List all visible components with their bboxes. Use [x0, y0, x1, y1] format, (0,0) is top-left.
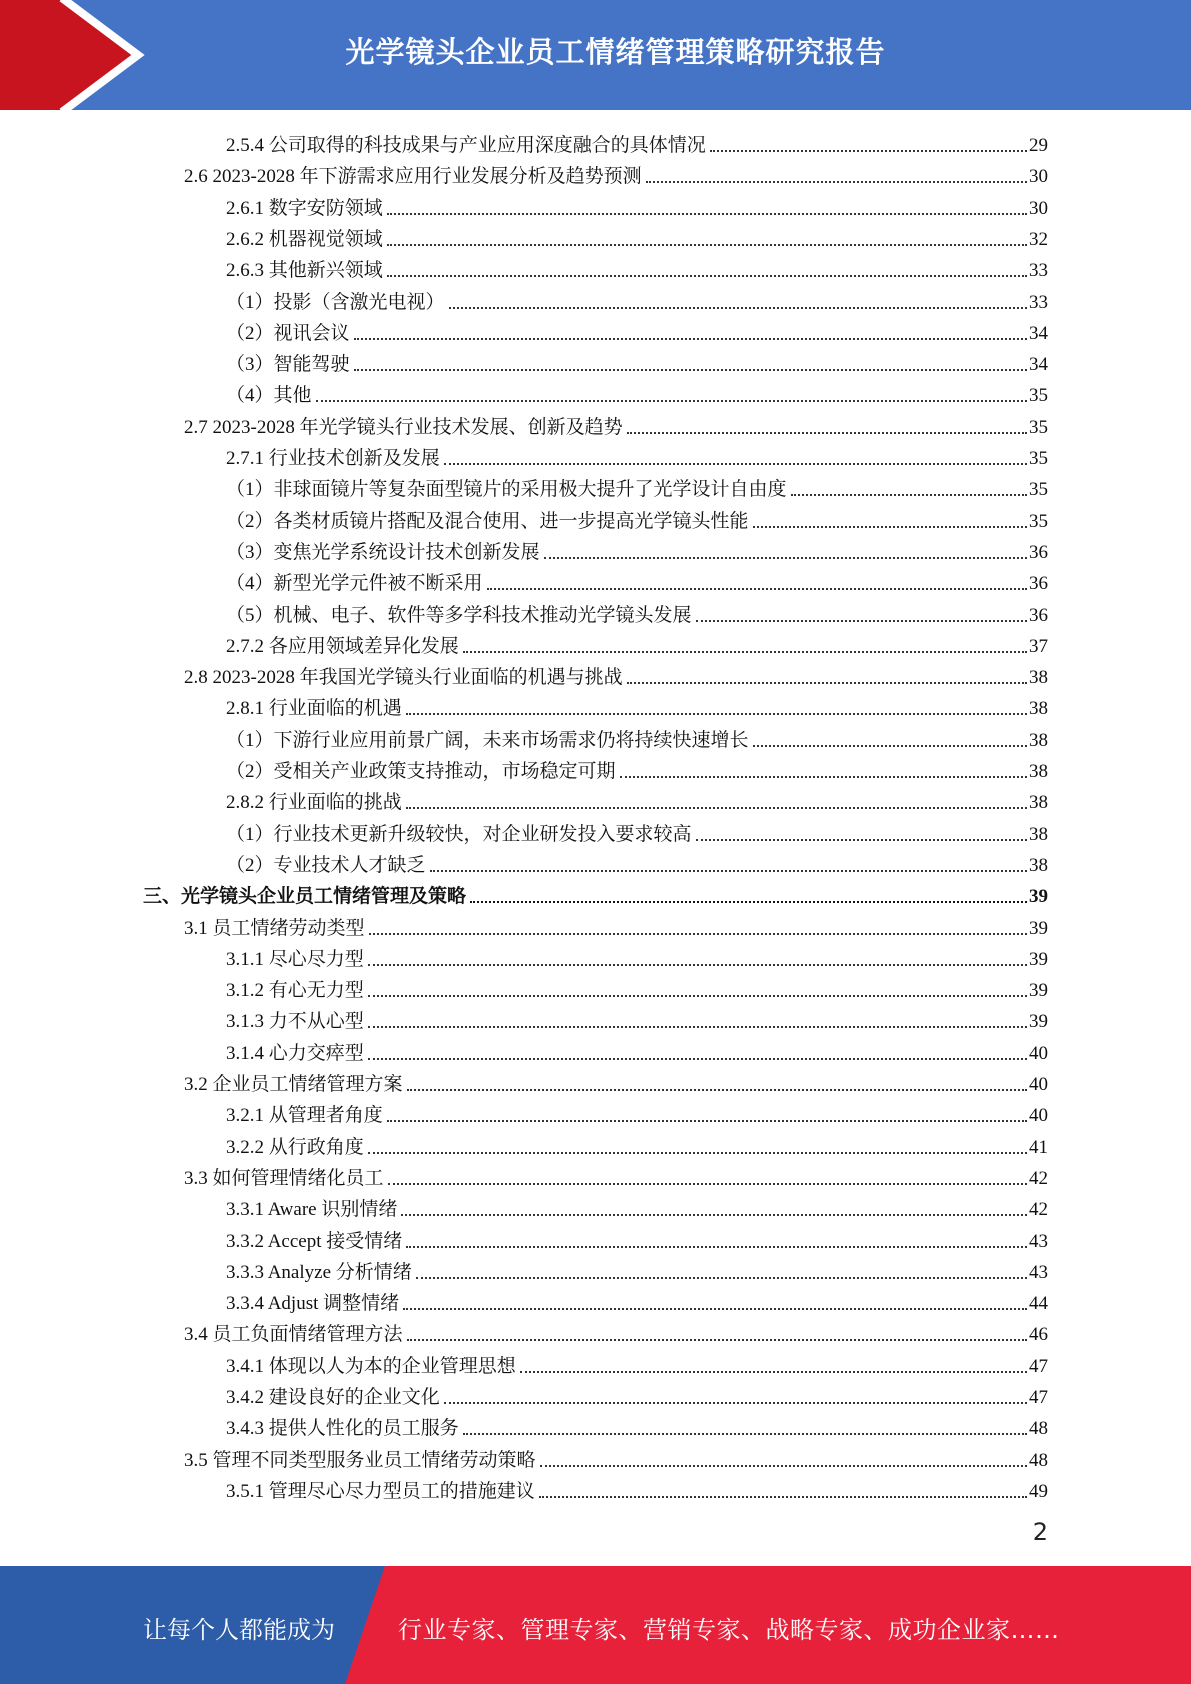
toc-entry-page: 35 — [1029, 479, 1048, 501]
toc-leader-dots — [401, 1214, 1027, 1216]
toc-entry-page: 49 — [1029, 1480, 1048, 1502]
toc-entry-label: 2.8.1 行业面临的机遇 — [226, 698, 402, 720]
toc-leader-dots — [430, 870, 1027, 872]
toc-entry-page: 40 — [1029, 1074, 1048, 1095]
footer-slogan-left: 让每个人都能成为 — [143, 1616, 335, 1644]
toc-entry[interactable] — [226, 815, 1048, 846]
toc-entry-page: 37 — [1029, 635, 1048, 657]
toc-entry-page: 39 — [1029, 948, 1048, 970]
toc-entry[interactable] — [226, 1002, 1048, 1033]
toc-entry[interactable] — [226, 1128, 1048, 1159]
toc-leader-dots — [406, 807, 1027, 809]
toc-entry-page: 33 — [1029, 260, 1048, 282]
toc-leader-dots — [407, 1339, 1027, 1341]
toc-entry-label: 3.1.2 有心无力型 — [226, 980, 364, 1002]
toc-leader-dots — [368, 964, 1027, 966]
toc-entry-page: 39 — [1029, 1011, 1048, 1033]
toc-entry-page: 36 — [1029, 604, 1048, 626]
toc-entry-label: 三、光学镜头企业员工情绪管理及策略 — [143, 886, 467, 908]
footer-slogan-right: 行业专家、管理专家、营销专家、战略专家、成功企业家…… — [398, 1616, 1060, 1644]
toc-leader-dots — [470, 901, 1027, 903]
toc-entry-page: 32 — [1029, 228, 1048, 250]
report-title: 光学镜头企业员工情绪管理策略研究报告 — [345, 35, 886, 69]
toc-entry[interactable] — [226, 314, 1048, 345]
toc-leader-dots — [444, 1402, 1027, 1404]
toc-entry-page: 38 — [1029, 698, 1048, 720]
toc-leader-dots — [539, 1496, 1027, 1498]
toc-entry-label: 2.7 2023-2028 年光学镜头行业技术发展、创新及趋势 — [184, 416, 623, 438]
toc-entry[interactable] — [226, 627, 1048, 658]
toc-entry-page: 40 — [1029, 1105, 1048, 1127]
toc-leader-dots — [403, 1308, 1027, 1310]
toc-entry-page: 39 — [1029, 980, 1048, 1002]
toc-leader-dots — [387, 244, 1027, 246]
toc-entry-label: （1）投影（含激光电视） — [226, 291, 445, 313]
toc-entry-page: 36 — [1029, 541, 1048, 563]
toc-entry-label: 3.1.1 尽心尽力型 — [226, 948, 364, 970]
toc-entry-page: 41 — [1029, 1136, 1048, 1158]
toc-entry-label: 3.2.2 从行政角度 — [226, 1136, 364, 1158]
toc-entry[interactable] — [143, 877, 1048, 908]
page-number: 2 — [1032, 1518, 1048, 1546]
toc-entry-page: 38 — [1029, 823, 1048, 845]
toc-leader-dots — [696, 839, 1027, 841]
toc-entry-page: 38 — [1029, 761, 1048, 782]
header-banner — [0, 0, 1191, 110]
toc-leader-dots — [696, 620, 1027, 622]
toc-entry[interactable] — [226, 1284, 1048, 1315]
toc-entry[interactable] — [226, 1253, 1048, 1284]
toc-entry-label: （2）各类材质镜片搭配及混合使用、进一步提高光学镜头性能 — [226, 510, 749, 532]
toc-entry[interactable] — [226, 689, 1048, 720]
toc-entry[interactable] — [226, 1378, 1048, 1409]
toc-leader-dots — [620, 776, 1027, 778]
toc-leader-dots — [368, 1058, 1027, 1060]
toc-entry-label: 3.3.2 Accept 接受情绪 — [226, 1230, 403, 1252]
toc-entry-label: 2.7.1 行业技术创新及发展 — [226, 448, 440, 469]
toc-leader-dots — [387, 275, 1027, 277]
toc-entry[interactable] — [226, 1222, 1048, 1253]
toc-entry-label: （1）非球面镜片等复杂面型镜片的采用极大提升了光学设计自由度 — [226, 479, 787, 501]
toc-entry-label: 3.4.2 建设良好的企业文化 — [226, 1387, 440, 1408]
toc-entry-page: 40 — [1029, 1042, 1048, 1064]
toc-entry[interactable] — [226, 470, 1048, 501]
toc-entry[interactable] — [226, 283, 1048, 314]
toc-entry-page: 47 — [1029, 1387, 1048, 1408]
toc-entry[interactable] — [226, 376, 1048, 407]
toc-entry-label: 2.8 2023-2028 年我国光学镜头行业面临的机遇与挑战 — [184, 667, 623, 689]
toc-leader-dots — [791, 494, 1027, 496]
toc-leader-dots — [354, 338, 1027, 340]
toc-entry[interactable] — [226, 1347, 1048, 1378]
toc-entry-page: 35 — [1029, 385, 1048, 407]
toc-entry[interactable] — [226, 596, 1048, 627]
toc-leader-dots — [354, 369, 1027, 371]
toc-entry-label: 3.1.3 力不从心型 — [226, 1011, 364, 1033]
toc-entry-page: 46 — [1029, 1324, 1048, 1346]
toc-entry[interactable] — [184, 658, 1048, 689]
toc-entry[interactable] — [226, 251, 1048, 282]
toc-entry-page: 34 — [1029, 322, 1048, 344]
toc-entry-page: 33 — [1029, 291, 1048, 313]
toc-entry[interactable] — [226, 1096, 1048, 1127]
toc-entry-label: 2.6.3 其他新兴领域 — [226, 260, 383, 282]
toc-entry-page: 36 — [1029, 573, 1048, 595]
toc-entry-page: 47 — [1029, 1355, 1048, 1377]
toc-entry-label: （2）视讯会议 — [226, 322, 350, 344]
toc-entry-label: 3.2 企业员工情绪管理方案 — [184, 1074, 403, 1095]
toc-entry[interactable] — [226, 971, 1048, 1002]
toc-entry-label: （1）下游行业应用前景广阔，未来市场需求仍将持续快速增长 — [226, 729, 749, 751]
toc-leader-dots — [627, 432, 1027, 434]
toc-entry-label: （5）机械、电子、软件等多学科技术推动光学镜头发展 — [226, 604, 692, 626]
toc-entry-page: 38 — [1029, 667, 1048, 689]
toc-entry-label: 3.4 员工负面情绪管理方法 — [184, 1324, 403, 1346]
toc-entry-label: 2.6.1 数字安防领域 — [226, 197, 383, 219]
toc-entry[interactable] — [226, 783, 1048, 814]
toc-entry-page: 43 — [1029, 1230, 1048, 1252]
toc-entry-page: 38 — [1029, 729, 1048, 751]
footer-banner — [0, 1566, 1191, 1684]
toc-entry-page: 38 — [1029, 792, 1048, 814]
toc-leader-dots — [368, 995, 1027, 997]
toc-entry[interactable] — [226, 846, 1048, 877]
toc-entry-page: 30 — [1029, 166, 1048, 188]
toc-entry-label: 3.3.1 Aware 识别情绪 — [226, 1199, 398, 1221]
toc-leader-dots — [449, 307, 1027, 309]
toc-leader-dots — [368, 1152, 1027, 1154]
toc-entry[interactable] — [184, 157, 1048, 188]
toc-leader-dots — [368, 1026, 1027, 1028]
toc-entry[interactable] — [226, 1472, 1048, 1503]
toc-leader-dots — [387, 1120, 1027, 1122]
toc-leader-dots — [753, 526, 1027, 528]
toc-entry-page: 42 — [1029, 1199, 1048, 1221]
toc-entry-label: 2.6.2 机器视觉领域 — [226, 228, 383, 250]
toc-entry-label: 2.6 2023-2028 年下游需求应用行业发展分析及趋势预测 — [184, 166, 642, 188]
toc-entry-page: 48 — [1029, 1449, 1048, 1471]
toc-entry-label: （4）新型光学元件被不断采用 — [226, 573, 483, 595]
toc-entry-label: 2.8.2 行业面临的挑战 — [226, 792, 402, 814]
toc-entry-page: 29 — [1029, 135, 1048, 156]
toc-entry-label: （2）受相关产业政策支持推动，市场稳定可期 — [226, 761, 616, 782]
toc-entry[interactable] — [226, 220, 1048, 251]
toc-leader-dots — [416, 1277, 1027, 1279]
toc-entry-label: 3.3.3 Analyze 分析情绪 — [226, 1261, 412, 1283]
toc-entry-label: 3.1 员工情绪劳动类型 — [184, 917, 365, 939]
toc-entry-label: 2.7.2 各应用领域差异化发展 — [226, 635, 459, 657]
toc-entry-page: 42 — [1029, 1167, 1048, 1189]
toc-leader-dots — [540, 1465, 1027, 1467]
toc-entry[interactable] — [226, 1190, 1048, 1221]
toc-entry[interactable] — [226, 1034, 1048, 1065]
toc-entry[interactable] — [226, 721, 1048, 752]
toc-leader-dots — [646, 181, 1027, 183]
toc-entry-label: （2）专业技术人才缺乏 — [226, 854, 426, 876]
toc-entry-page: 39 — [1029, 917, 1048, 939]
toc-entry-page: 34 — [1029, 354, 1048, 376]
toc-entry[interactable] — [226, 502, 1048, 533]
toc-leader-dots — [463, 651, 1027, 653]
toc-entry[interactable] — [184, 1159, 1048, 1190]
toc-leader-dots — [407, 1089, 1027, 1091]
toc-leader-dots — [710, 150, 1027, 152]
toc-leader-dots — [316, 400, 1027, 402]
toc-entry[interactable] — [226, 752, 1048, 783]
toc-entry-label: 3.4.1 体现以人为本的企业管理思想 — [226, 1355, 516, 1377]
toc-entry-page: 44 — [1029, 1293, 1048, 1315]
toc-leader-dots — [487, 588, 1027, 590]
toc-leader-dots — [369, 933, 1027, 935]
toc-leader-dots — [388, 1183, 1027, 1185]
toc-entry[interactable] — [184, 408, 1048, 439]
toc-entry[interactable] — [184, 909, 1048, 940]
toc-entry-page: 30 — [1029, 197, 1048, 219]
toc-entry[interactable] — [226, 189, 1048, 220]
toc-entry-page: 43 — [1029, 1261, 1048, 1283]
toc-entry-label: 3.3.4 Adjust 调整情绪 — [226, 1293, 400, 1315]
toc-entry[interactable] — [226, 940, 1048, 971]
toc-entry-page: 39 — [1029, 886, 1048, 908]
toc-entry-label: （3）智能驾驶 — [226, 354, 350, 376]
toc-entry-label: 3.5.1 管理尽心尽力型员工的措施建议 — [226, 1480, 535, 1502]
toc-entry-page: 48 — [1029, 1418, 1048, 1440]
toc-leader-dots — [520, 1371, 1027, 1373]
toc-leader-dots — [544, 557, 1027, 559]
toc-entry[interactable] — [226, 564, 1048, 595]
toc-entry[interactable] — [226, 345, 1048, 376]
toc-leader-dots — [444, 463, 1027, 465]
toc-entry-label: 3.1.4 心力交瘁型 — [226, 1042, 364, 1064]
toc-entry-page: 35 — [1029, 416, 1048, 438]
toc-entry[interactable] — [184, 1315, 1048, 1346]
toc-leader-dots — [387, 213, 1027, 215]
toc-entry[interactable] — [184, 1441, 1048, 1472]
toc-entry[interactable] — [226, 533, 1048, 564]
toc-entry-label: 3.2.1 从管理者角度 — [226, 1105, 383, 1127]
toc-entry-label: （4）其他 — [226, 385, 312, 407]
toc-entry[interactable] — [226, 1409, 1048, 1440]
toc-entry-label: （3）变焦光学系统设计技术创新发展 — [226, 541, 540, 563]
toc-entry-page: 35 — [1029, 510, 1048, 532]
toc-entry[interactable] — [184, 1065, 1048, 1096]
toc-leader-dots — [406, 713, 1027, 715]
toc-leader-dots — [406, 1246, 1027, 1248]
toc-leader-dots — [753, 745, 1027, 747]
toc-entry-label: 3.4.3 提供人性化的员工服务 — [226, 1418, 459, 1440]
toc-leader-dots — [627, 682, 1027, 684]
toc-entry-label: 2.5.4 公司取得的科技成果与产业应用深度融合的具体情况 — [226, 135, 706, 156]
toc-entry-label: 3.3 如何管理情绪化员工 — [184, 1167, 384, 1189]
toc-entry-page: 35 — [1029, 448, 1048, 469]
toc-leader-dots — [463, 1433, 1027, 1435]
toc-entry[interactable] — [226, 439, 1048, 470]
toc-entry[interactable] — [226, 126, 1048, 157]
toc-entry-page: 38 — [1029, 854, 1048, 876]
toc-entry-label: 3.5 管理不同类型服务业员工情绪劳动策略 — [184, 1449, 536, 1471]
toc-entry-label: （1）行业技术更新升级较快，对企业研发投入要求较高 — [226, 823, 692, 845]
